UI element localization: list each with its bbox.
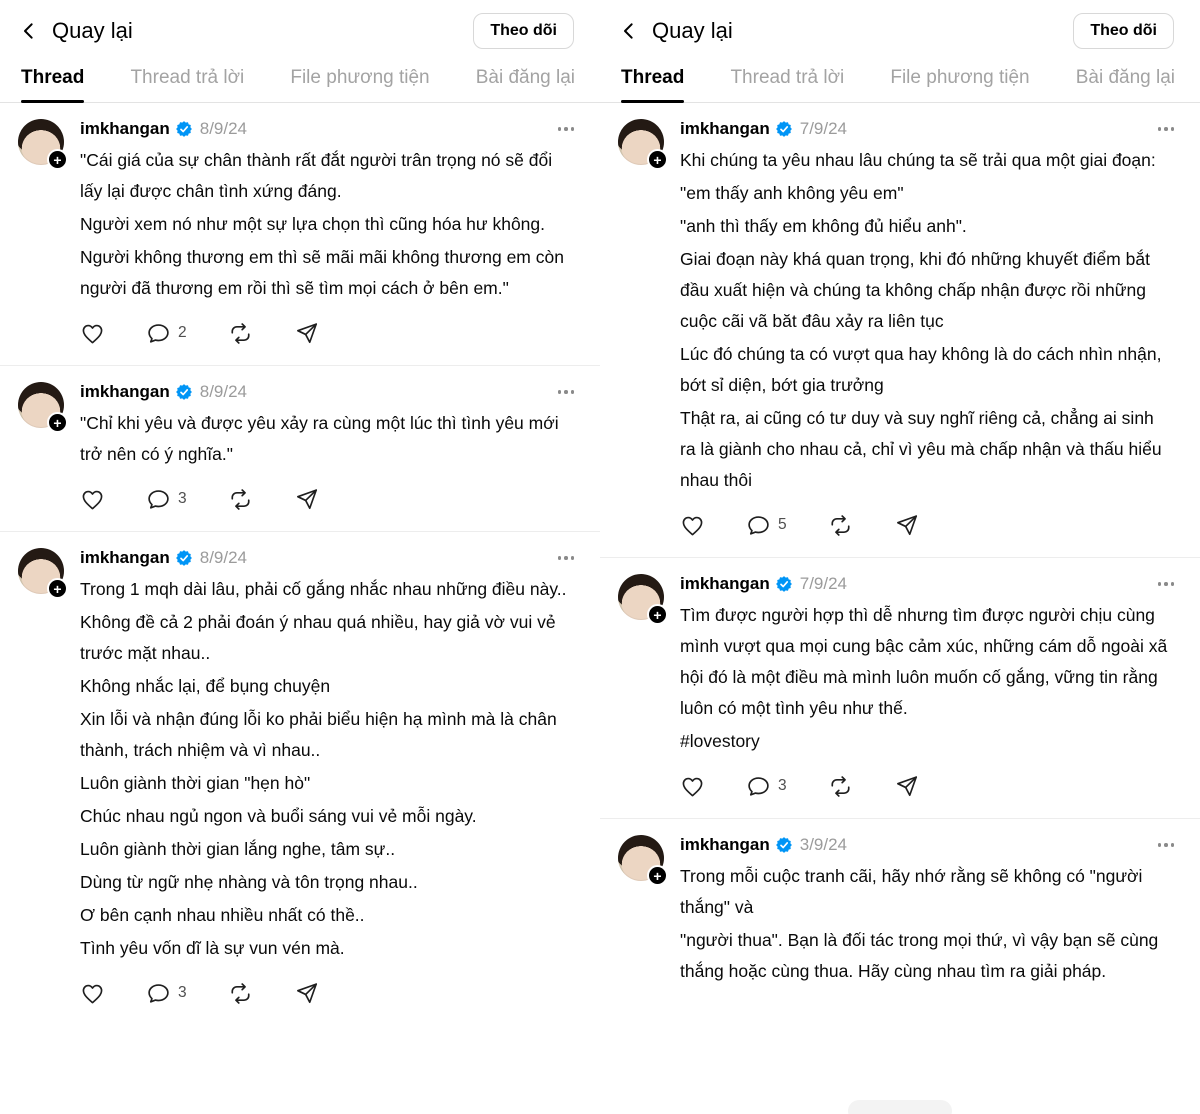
post-header xyxy=(80,382,574,402)
heart-icon xyxy=(680,513,705,538)
heart-icon xyxy=(680,774,705,799)
back-button[interactable] xyxy=(20,18,133,44)
comment-count: 3 xyxy=(178,984,187,1001)
like-button[interactable] xyxy=(680,774,705,799)
avatar-wrap xyxy=(18,119,64,171)
plus-follow-badge-icon[interactable]: + xyxy=(47,149,68,170)
comment-icon xyxy=(146,487,171,512)
post-date: 7/9/24 xyxy=(799,119,848,138)
verified-badge-icon xyxy=(776,121,792,137)
tab-media[interactable]: File phương tiện xyxy=(890,67,1030,88)
comment-icon xyxy=(146,321,171,346)
more-button[interactable] xyxy=(550,123,575,135)
tab-thread-replies[interactable]: Thread trả lời xyxy=(730,67,845,88)
post-text-line: Người không thương em thì sẽ mãi mãi không thương em còn người đã thương em rồi thì sẽ tìm mọi cách ở bên em." xyxy=(80,247,564,298)
avatar-wrap xyxy=(618,119,664,171)
like-button[interactable] xyxy=(80,487,105,512)
more-button[interactable] xyxy=(1150,123,1175,135)
repost-button[interactable] xyxy=(828,774,853,799)
plus-follow-badge-icon[interactable]: + xyxy=(647,149,668,170)
post-date: 8/9/24 xyxy=(199,119,248,138)
comment-button[interactable] xyxy=(146,321,187,346)
like-button[interactable] xyxy=(80,981,105,1006)
share-icon xyxy=(294,321,319,346)
comment-icon xyxy=(146,981,171,1006)
post-date: 8/9/24 xyxy=(199,382,248,401)
chevron-left-icon xyxy=(20,21,40,41)
more-button[interactable] xyxy=(1150,839,1175,851)
plus-follow-badge-icon[interactable]: + xyxy=(647,604,668,625)
back-button[interactable] xyxy=(620,18,733,44)
avatar-wrap xyxy=(618,574,664,626)
comment-icon xyxy=(746,774,771,799)
like-button[interactable] xyxy=(80,321,105,346)
post-main xyxy=(80,548,574,1021)
post-body xyxy=(80,574,574,964)
username[interactable]: imkhangan xyxy=(680,574,770,593)
repost-button[interactable] xyxy=(228,981,253,1006)
repost-button[interactable] xyxy=(228,321,253,346)
plus-follow-badge-icon[interactable]: + xyxy=(647,865,668,886)
comment-button[interactable] xyxy=(746,513,787,538)
post-main xyxy=(80,382,574,527)
post-text-line: "em thấy anh không yêu em" xyxy=(680,183,904,203)
comment-button[interactable] xyxy=(146,981,187,1006)
plus-follow-badge-icon[interactable]: + xyxy=(47,412,68,433)
post-actions xyxy=(80,975,574,1011)
post-actions xyxy=(80,315,574,351)
heart-icon xyxy=(80,981,105,1006)
plus-follow-badge-icon[interactable]: + xyxy=(47,578,68,599)
share-button[interactable] xyxy=(894,774,919,799)
profile-header xyxy=(0,0,600,57)
verified-badge-icon xyxy=(776,837,792,853)
repost-icon xyxy=(828,774,853,799)
username[interactable]: imkhangan xyxy=(80,119,170,138)
comment-button[interactable] xyxy=(746,774,787,799)
post-actions xyxy=(80,481,574,517)
post-text-line: Giai đoạn này khá quan trọng, khi đó những khuyết điểm bắt đầu xuất hiện và chúng ta không chấp nhận được rồi những cuộc cãi vã băt đâu xảy ra liên tục xyxy=(680,249,1150,331)
verified-badge-icon xyxy=(176,121,192,137)
heart-icon xyxy=(80,321,105,346)
comment-count: 3 xyxy=(778,777,787,794)
avatar-wrap xyxy=(18,382,64,434)
tab-thread[interactable]: Thread xyxy=(21,67,84,102)
post xyxy=(600,819,1200,993)
comment-count: 2 xyxy=(178,324,187,341)
follow-button[interactable]: Theo dõi xyxy=(1073,13,1174,49)
share-button[interactable] xyxy=(294,487,319,512)
comment-button[interactable] xyxy=(146,487,187,512)
verified-badge-icon xyxy=(776,576,792,592)
username[interactable]: imkhangan xyxy=(80,548,170,567)
post-text-line: "Cái giá của sự chân thành rất đắt người trân trọng nó sẽ đổi lấy lại được chân tình xứng đáng. xyxy=(80,150,553,201)
comment-icon xyxy=(746,513,771,538)
profile-tabs xyxy=(0,57,600,103)
back-label: Quay lại xyxy=(52,18,133,43)
thread-profile-panel-right xyxy=(600,0,1200,1114)
share-button[interactable] xyxy=(294,321,319,346)
post xyxy=(0,366,600,532)
tab-thread-replies[interactable]: Thread trả lời xyxy=(130,67,245,88)
avatar-wrap xyxy=(618,835,664,887)
post-text-line: Khi chúng ta yêu nhau lâu chúng ta sẽ trải qua một giai đoạn: xyxy=(680,150,1156,170)
post-main xyxy=(680,119,1174,553)
floating-pill xyxy=(848,1100,952,1114)
verified-badge-icon xyxy=(176,384,192,400)
verified-badge-icon xyxy=(176,550,192,566)
repost-icon xyxy=(828,513,853,538)
post-body xyxy=(680,600,1174,757)
share-button[interactable] xyxy=(894,513,919,538)
post-text-line: Tìm được người hợp thì dễ nhưng tìm được người chịu cùng mình vượt qua mọi cung bậc cảm xúc, những cám dỗ ngoài xã hội đó là một điều mà mình luôn muốn cố gắng, vững tin rằng luôn có một tình yêu như thế. xyxy=(680,605,1168,718)
post-header xyxy=(80,119,574,139)
post-date: 8/9/24 xyxy=(199,548,248,567)
post-actions xyxy=(680,507,1174,543)
post-actions xyxy=(680,768,1174,804)
post-text-line: Tình yêu vốn dĩ là sự vun vén mà. xyxy=(80,938,345,958)
post-text-line: Ơ bên cạnh nhau nhiều nhất có thề.. xyxy=(80,905,365,925)
tab-reposts[interactable]: Bài đăng lại xyxy=(1075,67,1175,88)
post-text-line: Dùng từ ngữ nhẹ nhàng và tôn trọng nhau.. xyxy=(80,872,418,892)
post-header xyxy=(680,835,1174,855)
more-button[interactable] xyxy=(550,552,575,564)
post-text-line: Lúc đó chúng ta có vượt qua hay không là do cách nhìn nhận, bớt sỉ diện, bớt gia trưởng xyxy=(680,344,1162,395)
post-body xyxy=(680,861,1174,987)
chevron-left-icon xyxy=(620,21,640,41)
post-text-line: Luôn giành thời gian lắng nghe, tâm sự.. xyxy=(80,839,396,859)
post-header xyxy=(80,548,574,568)
tab-reposts[interactable]: Bài đăng lại xyxy=(475,67,575,88)
username[interactable]: imkhangan xyxy=(680,835,770,854)
post-date: 3/9/24 xyxy=(799,835,848,854)
tab-media[interactable]: File phương tiện xyxy=(290,67,430,88)
post-text-line: #lovestory xyxy=(680,731,760,751)
repost-icon xyxy=(228,981,253,1006)
post-text-line: "anh thì thấy em không đủ hiểu anh". xyxy=(680,216,967,236)
repost-button[interactable] xyxy=(828,513,853,538)
heart-icon xyxy=(80,487,105,512)
like-button[interactable] xyxy=(680,513,705,538)
repost-button[interactable] xyxy=(228,487,253,512)
username[interactable]: imkhangan xyxy=(680,119,770,138)
post-body xyxy=(680,145,1174,496)
post-text-line: Trong 1 mqh dài lâu, phải cố gắng nhắc nhau những điều này.. xyxy=(80,579,567,599)
post-date: 7/9/24 xyxy=(799,574,848,593)
post-main xyxy=(80,119,574,361)
post-header xyxy=(680,574,1174,594)
post-body xyxy=(80,145,574,304)
follow-button[interactable]: Theo dõi xyxy=(473,13,574,49)
post-text-line: Thật ra, ai cũng có tư duy và suy nghĩ riêng cả, chẳng ai sinh ra là giành cho nhau cả, chỉ vì yêu mà chấp nhận và thấu hiểu nhau thôi xyxy=(680,408,1162,490)
post-text-line: Trong mỗi cuộc tranh cãi, hãy nhớ rằng sẽ không có "người thắng" và xyxy=(680,866,1143,917)
post-text-line: Luôn giành thời gian "hẹn hò" xyxy=(80,773,311,793)
repost-icon xyxy=(228,321,253,346)
username[interactable]: imkhangan xyxy=(80,382,170,401)
post xyxy=(0,103,600,366)
post-text-line: Không nhắc lại, để bụng chuyện xyxy=(80,676,331,696)
post-main xyxy=(680,574,1174,814)
share-button[interactable] xyxy=(294,981,319,1006)
share-icon xyxy=(294,487,319,512)
share-icon xyxy=(294,981,319,1006)
post-text-line: Người xem nó như một sự lựa chọn thì cũng hóa hư không. xyxy=(80,214,546,234)
post-text-line: "người thua". Bạn là đối tác trong mọi thứ, vì vậy bạn sẽ cùng thắng hoặc cùng thua. Hãy cùng nhau tìm ra giải pháp. xyxy=(680,930,1159,981)
post xyxy=(0,532,600,1025)
post xyxy=(600,103,1200,558)
post xyxy=(600,558,1200,819)
post-text-line: Xin lỗi và nhận đúng lỗi ko phải biểu hiện hạ mình mà là chân thành, trách nhiệm và vì nhau.. xyxy=(80,709,557,760)
post-main xyxy=(680,835,1174,989)
more-button[interactable] xyxy=(550,386,575,398)
post-text-line: Không đề cả 2 phải đoán ý nhau quá nhiều, hay giả vờ vui vẻ trước mặt nhau.. xyxy=(80,612,556,663)
share-icon xyxy=(894,513,919,538)
repost-icon xyxy=(228,487,253,512)
tab-thread[interactable]: Thread xyxy=(621,67,684,102)
post-text-line: Chúc nhau ngủ ngon và buổi sáng vui vẻ mỗi ngày. xyxy=(80,806,477,826)
comment-count: 5 xyxy=(778,516,787,533)
comment-count: 3 xyxy=(178,490,187,507)
post-header xyxy=(680,119,1174,139)
post-body xyxy=(80,408,574,470)
post-text-line: "Chỉ khi yêu và được yêu xảy ra cùng một lúc thì tình yêu mới trở nên có ý nghĩa." xyxy=(80,413,559,464)
share-icon xyxy=(894,774,919,799)
profile-header xyxy=(600,0,1200,57)
profile-tabs xyxy=(600,57,1200,103)
back-label: Quay lại xyxy=(652,18,733,43)
avatar-wrap xyxy=(18,548,64,600)
more-button[interactable] xyxy=(1150,578,1175,590)
